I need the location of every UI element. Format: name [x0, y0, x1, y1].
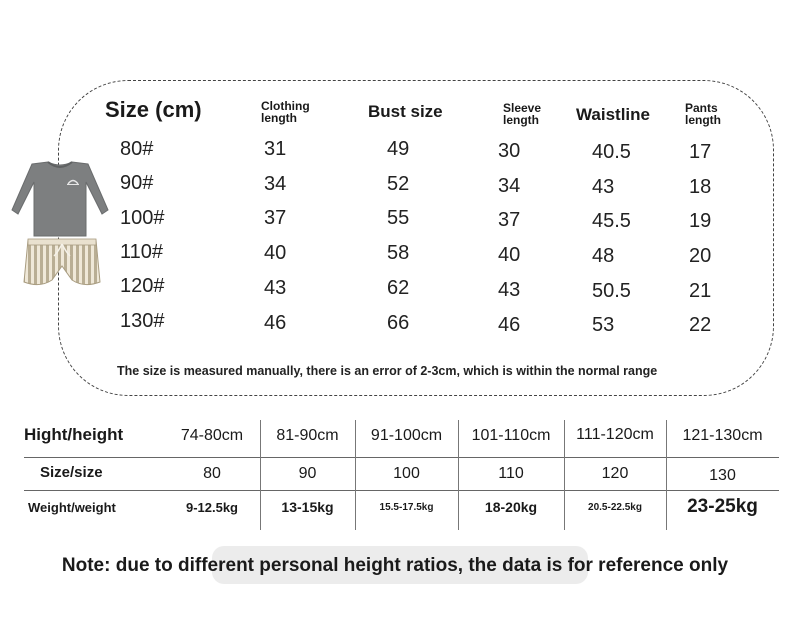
row-size: 80# — [120, 138, 154, 160]
guide-row-label: Hight/height — [24, 425, 124, 444]
guide-weight-value: 13-15kg — [281, 499, 334, 515]
guide-size-value: 130 — [709, 467, 736, 484]
guide-weight-value: 9-12.5kg — [185, 500, 239, 515]
row-sleeve: 43 — [498, 279, 521, 301]
guide-weight-value: 23-25kg — [687, 496, 758, 517]
row-sleeve: 34 — [498, 175, 521, 197]
row-waist: 53 — [592, 314, 615, 336]
row-waist: 40.5 — [592, 141, 631, 163]
row-clothing-length: 37 — [264, 207, 287, 229]
row-size: 130# — [120, 310, 165, 332]
guide-height-value: 91-100cm — [370, 427, 443, 444]
row-pants: 22 — [689, 314, 712, 336]
guide-weight-value: 15.5-17.5kg — [379, 502, 434, 513]
footer-note: Note: due to different personal height ratios, the data is for reference only — [61, 555, 729, 576]
guide-height-value: 111-120cm — [576, 426, 654, 443]
guide-size-value: 90 — [298, 465, 317, 482]
row-sleeve: 46 — [498, 314, 521, 336]
header-sleeve-length: Sleeve length — [503, 101, 542, 127]
row-clothing-length: 34 — [264, 173, 287, 195]
row-size: 100# — [120, 207, 165, 229]
header-bust-size: Bust size — [368, 102, 443, 121]
guide-size-value: 80 — [203, 465, 221, 482]
header-clothing-length: Clothing length — [261, 99, 310, 125]
row-bust: 55 — [387, 207, 410, 229]
guide-row-label: Weight/weight — [28, 500, 116, 515]
guide-height-value: 121-130cm — [682, 427, 763, 444]
guide-size-value: 100 — [393, 465, 420, 482]
row-pants: 17 — [689, 141, 712, 163]
size-chart-card — [58, 80, 774, 396]
swim-shorts-image — [22, 236, 102, 292]
row-bust: 58 — [387, 242, 410, 264]
header-waistline: Waistline — [576, 105, 650, 124]
row-sleeve: 40 — [498, 244, 521, 266]
guide-size-value: 110 — [498, 465, 524, 482]
row-waist: 50.5 — [592, 280, 631, 302]
header-size: Size (cm) — [105, 97, 202, 122]
guide-height-value: 81-90cm — [276, 427, 339, 444]
guide-weight-value: 20.5-22.5kg — [588, 502, 642, 513]
row-bust: 66 — [387, 312, 410, 334]
row-waist: 48 — [592, 245, 615, 267]
row-size: 90# — [120, 172, 154, 194]
swim-top-image — [10, 160, 110, 238]
row-pants: 20 — [689, 245, 712, 267]
row-bust: 62 — [387, 277, 410, 299]
row-clothing-length: 43 — [264, 277, 287, 299]
row-pants: 18 — [689, 176, 712, 198]
row-size: 120# — [120, 275, 165, 297]
header-pants-length: Pants length — [685, 101, 721, 127]
guide-height-value: 101-110cm — [471, 427, 551, 444]
guide-size-value: 120 — [601, 465, 629, 482]
guide-row-label: Size/size — [40, 464, 103, 481]
row-sleeve: 37 — [498, 209, 521, 231]
row-size: 110# — [120, 241, 164, 263]
guide-weight-value: 18-20kg — [484, 499, 538, 515]
row-waist: 43 — [592, 176, 615, 198]
row-clothing-length: 46 — [264, 312, 287, 334]
row-waist: 45.5 — [592, 210, 631, 232]
row-clothing-length: 40 — [264, 242, 287, 264]
row-bust: 49 — [387, 138, 410, 160]
row-sleeve: 30 — [498, 140, 521, 162]
measurement-note: The size is measured manually, there is an error of 2-3cm, which is within the normal range — [117, 364, 658, 378]
row-pants: 21 — [689, 280, 712, 302]
row-pants: 19 — [689, 210, 712, 232]
guide-height-value: 74-80cm — [180, 427, 244, 444]
row-bust: 52 — [387, 173, 410, 195]
row-clothing-length: 31 — [264, 138, 287, 160]
